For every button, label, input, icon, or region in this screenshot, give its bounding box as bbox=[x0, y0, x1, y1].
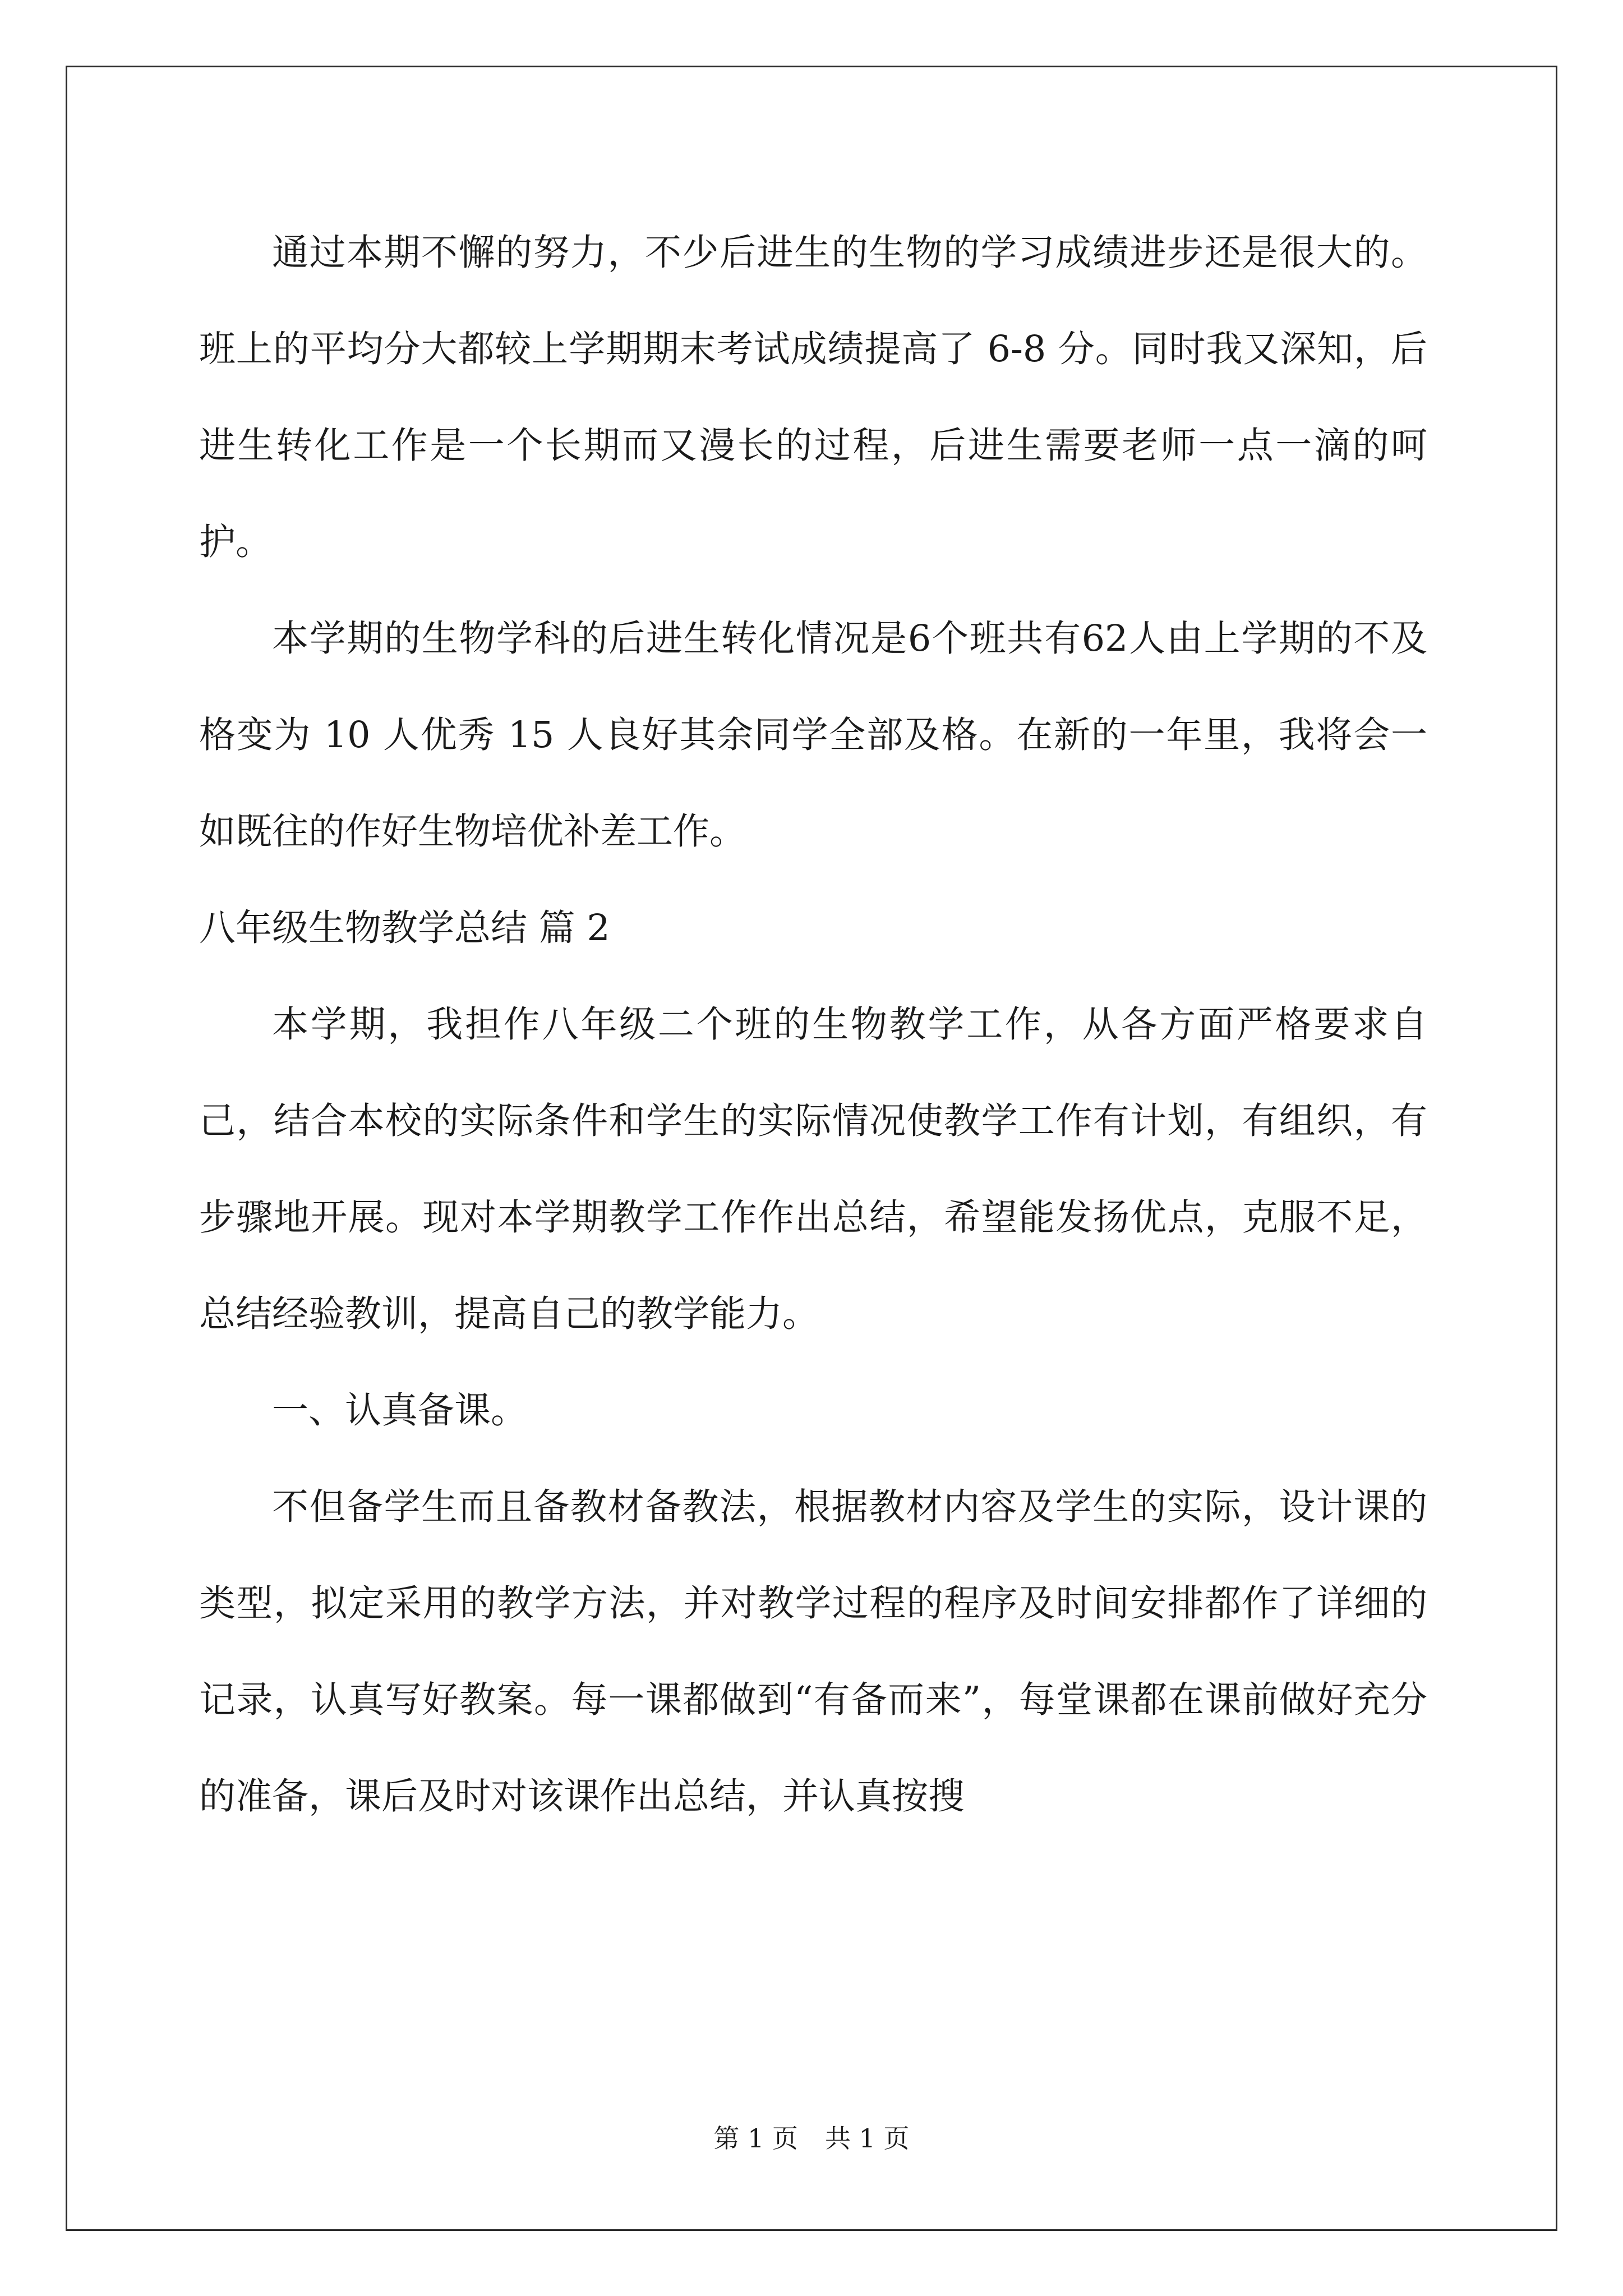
page-number: 第 1 页 bbox=[713, 2123, 798, 2154]
paragraph-1: 通过本期不懈的努力，不少后进生的生物的学习成绩进步还是很大的。班上的平均分大都较上学期期末考试成绩提高了 6-8 分。同时我又深知，后进生转化工作是一个长期而又漫长的过程，后进生需要老师一点一滴的呵护。 bbox=[199, 232, 1427, 563]
page-total: 共 1 页 bbox=[825, 2123, 910, 2154]
document-body bbox=[199, 205, 1427, 1845]
paragraph-5: 不但备学生而且备教材备教法，根据教材内容及学生的实际，设计课的类型，拟定采用的教学方法，并对教学过程的程序及时间安排都作了详细的记录，认真写好教案。每一课都做到“有备而来”，每堂课都在课前做好充分的准备，课后及时对该课作出总结，并认真按搜 bbox=[199, 1486, 1427, 1818]
section-heading: 八年级生物教学总结 篇 2 bbox=[199, 907, 610, 949]
paragraph-3: 本学期，我担作八年级二个班的生物教学工作，从各方面严格要求自己，结合本校的实际条件和学生的实际情况使教学工作有计划，有组织，有步骤地开展。现对本学期教学工作作出总结，希望能发扬优点，克服不足，总结经验教训，提高自己的教学能力。 bbox=[199, 1004, 1427, 1335]
paragraph-4: 一、认真备课。 bbox=[272, 1389, 528, 1432]
page-footer bbox=[0, 2122, 1623, 2155]
paragraph-2: 本学期的生物学科的后进生转化情况是6个班共有62人由上学期的不及格变为 10 人优秀 15 人良好其余同学全部及格。在新的一年里，我将会一如既往的作好生物培优补差工作。 bbox=[199, 618, 1427, 853]
